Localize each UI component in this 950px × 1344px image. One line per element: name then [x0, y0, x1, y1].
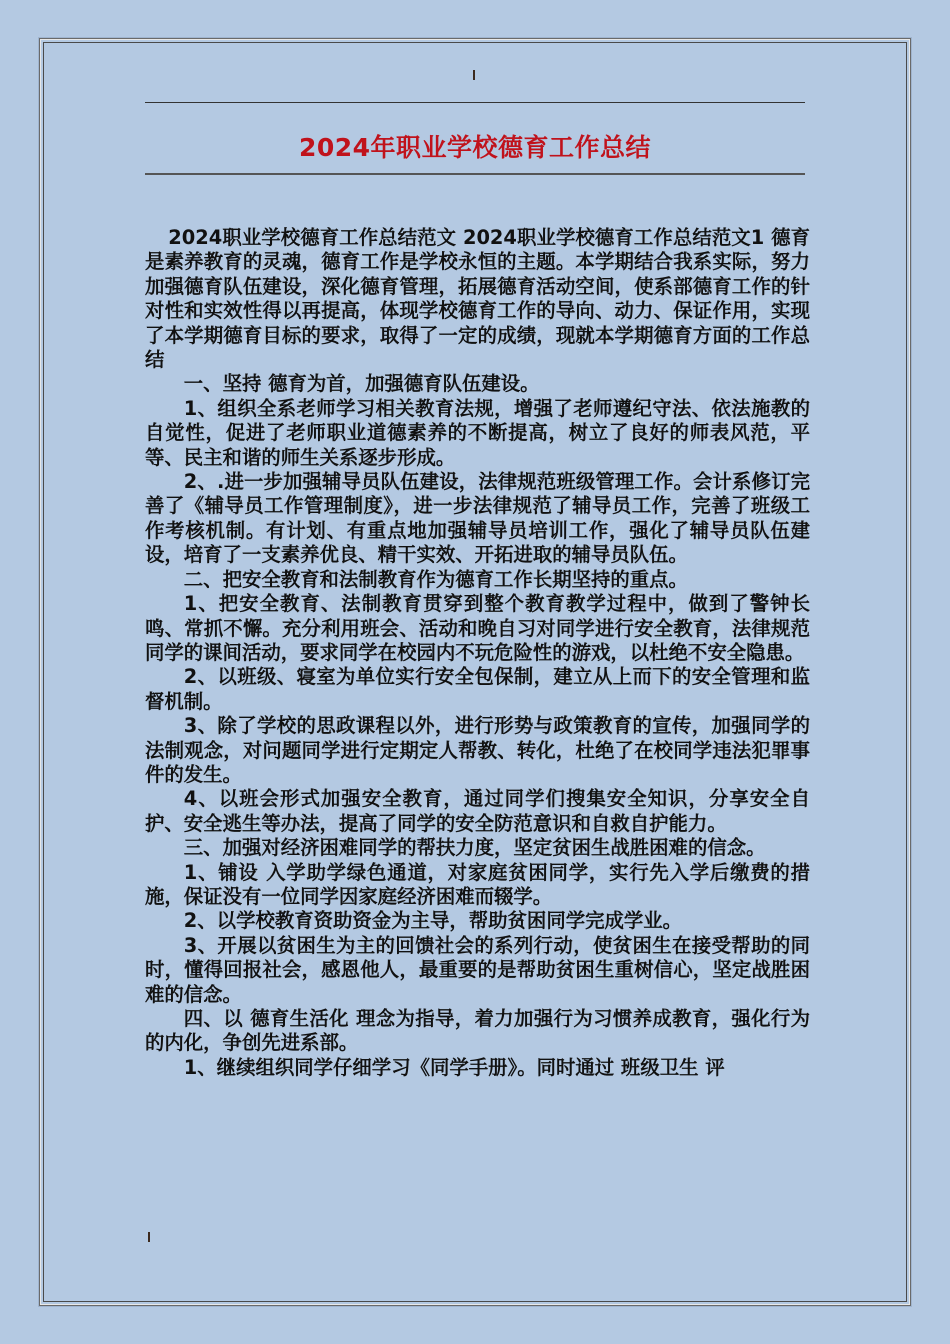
paragraph: 2、以学校教育资助资金为主导，帮助贫困同学完成学业。 — [183, 909, 683, 933]
footer-cursor-mark — [148, 1232, 150, 1242]
paragraph: 3、开展以贫困生为主的回馈社会的系列行动，使贫困生在接受帮助的同时，懂得回报社会，感恩他人，最重要的是帮助贫困生重树信心，坚定战胜困难的信念。 — [145, 933, 810, 1006]
paragraph: 2、.进一步加强辅导员队伍建设，法律规范班级管理工作。会计系修订完善了《辅导员工作管理制度》，进一步法律规范了辅导员工作，完善了班级工作考核机制。有计划、有重点地加强辅导员培训工作，强化了辅导员队伍建设，培育了一支素养优良、精干实效、开拓进取的辅导员队伍。 — [145, 470, 810, 567]
paragraph: 1、铺设 入学助学绿色通道，对家庭贫困同学，实行先入学后缴费的措施，保证没有一位同学因家庭经济困难而辍学。 — [145, 860, 810, 908]
section-heading: 三、加强对经济困难同学的帮扶力度，坚定贫困生战胜困难的信念。 — [183, 836, 766, 860]
document-title: 2024年职业学校德育工作总结 — [298, 133, 652, 162]
paragraph: 1、把安全教育、法制教育贯穿到整个教育教学过程中，做到了警钟长鸣、常抓不懈。充分利用班会、活动和晚自习对同学进行安全教育，法律规范同学的课间活动，要求同学在校园内不玩危险性的游戏，以杜绝不安全隐患。 — [145, 592, 810, 664]
header-cursor-mark — [473, 70, 475, 80]
paragraph: 2024职业学校德育工作总结范文 2024职业学校德育工作总结范文1 德育是素养教育的灵魂，德育工作是学校永恒的主题。本学期结合我系实际，努力加强德育队伍建设，深化德育管理，拓展德育活动空间，使系部德育工作的针对性和实效性得以再提高，体现学校德育工作的导向、动力、保证作用，实现了本学期德育目标的要求，取得了一定的成绩，现就本学期德育方面的工作总结 — [145, 226, 810, 372]
title-underline — [145, 173, 805, 175]
document-body — [145, 226, 810, 1080]
section-heading: 二、把安全教育和法制教育作为德育工作长期坚持的重点。 — [183, 567, 688, 591]
paragraph: 1、继续组织同学仔细学习《同学手册》。同时通过 班级卫生 评 — [183, 1055, 725, 1079]
paragraph: 1、组织全系老师学习相关教育法规，增强了老师遵纪守法、依法施教的自觉性，促进了老师职业道德素养的不断提高，树立了良好的师表风范，平等、民主和谐的师生关系逐步形成。 — [145, 396, 810, 469]
paragraph: 2、以班级、寝室为单位实行安全包保制，建立从上而下的安全管理和监督机制。 — [145, 665, 810, 713]
section-heading: 一、坚持 德育为首，加强德育队伍建设。 — [183, 372, 540, 396]
paragraph: 4、以班会形式加强安全教育，通过同学们搜集安全知识，分享安全自护、安全逃生等办法，提高了同学的安全防范意识和自救自护能力。 — [145, 787, 810, 835]
header-rule — [145, 102, 805, 103]
section-heading: 四、以 德育生活化 理念为指导，着力加强行为习惯养成教育，强化行为的内化，争创先进系部。 — [145, 1007, 810, 1055]
paragraph: 3、除了学校的思政课程以外，进行形势与政策教育的宣传，加强同学的法制观念，对问题同学进行定期定人帮教、转化，杜绝了在校同学违法犯罪事件的发生。 — [145, 714, 810, 786]
